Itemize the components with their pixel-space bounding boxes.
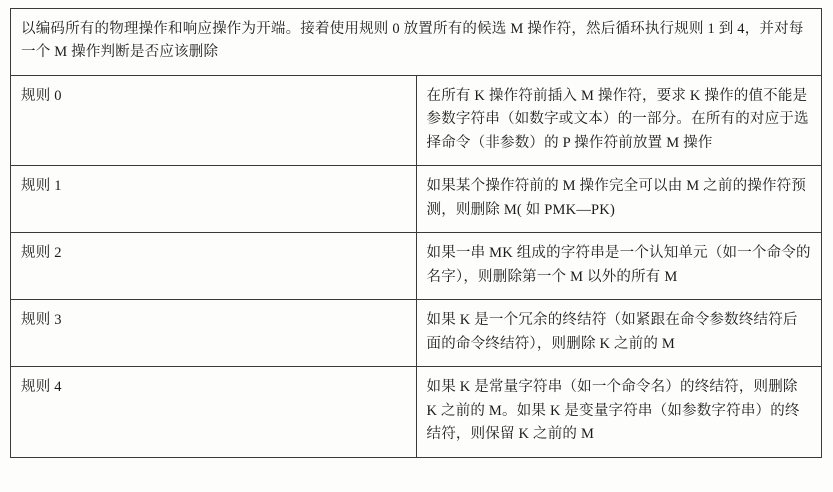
table-row (11, 75, 822, 165)
table-row-intro (11, 9, 822, 76)
rule-text-2: 如果一串 MK 组成的字符串是一个认知单元（如一个命令的名字），则删除第一个 M 以外的所有 M (416, 233, 822, 300)
rules-table (10, 8, 822, 458)
rule-text-0: 在所有 K 操作符前插入 M 操作符，要求 K 操作的值不能是参数字符串（如数字或文本）的一部分。在所有的对应于选择命令（非参数）的 P 操作符前放置 M 操作 (416, 75, 822, 165)
rule-label-4: 规则 4 (11, 367, 417, 457)
rule-label-3: 规则 3 (11, 300, 417, 367)
table-row (11, 233, 822, 300)
rule-label-0: 规则 0 (11, 75, 417, 165)
rules-table-container (10, 8, 822, 458)
rule-label-2: 规则 2 (11, 233, 417, 300)
table-row (11, 367, 822, 457)
intro-paragraph: 以编码所有的物理操作和响应操作为开端。接着使用规则 0 放置所有的候选 M 操作符，然后循环执行规则 1 到 4，并对每一个 M 操作判断是否应该删除 (11, 9, 822, 76)
rules-table-body (11, 9, 822, 458)
table-row (11, 166, 822, 233)
rule-text-3: 如果 K 是一个冗余的终结符（如紧跟在命令参数终结符后面的命令终结符），则删除 K 之前的 M (416, 300, 822, 367)
table-row (11, 300, 822, 367)
rule-label-1: 规则 1 (11, 166, 417, 233)
rule-text-1: 如果某个操作符前的 M 操作完全可以由 M 之前的操作符预测，则删除 M( 如 PMK—PK) (416, 166, 822, 233)
rule-text-4: 如果 K 是常量字符串（如一个命令名）的终结符，则删除 K 之前的 M。如果 K 是变量字符串（如参数字符串）的终结符，则保留 K 之前的 M (416, 367, 822, 457)
